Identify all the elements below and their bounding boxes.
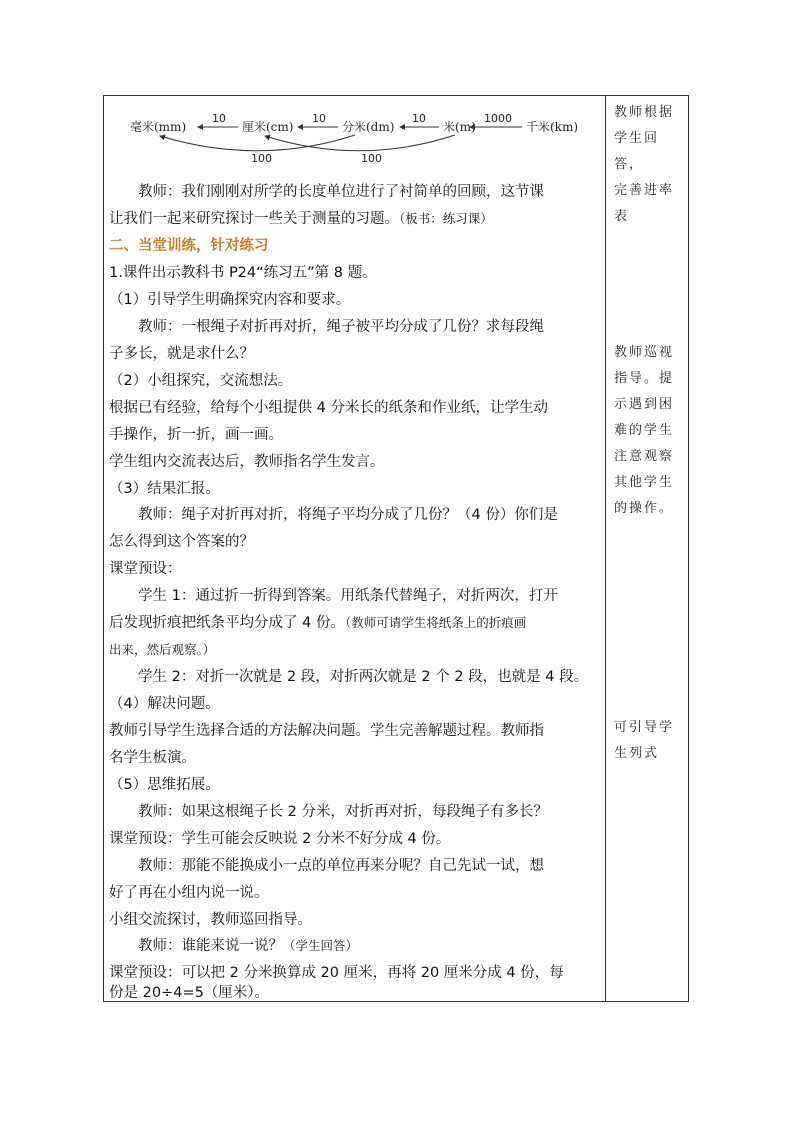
ratio-m-dm: 10	[412, 112, 426, 125]
side-note-line: 表	[614, 209, 630, 224]
text-line: 好了再在小组内说一说。	[109, 885, 269, 901]
text-line: 根据已有经验，给每个小组提供 4 分米长的纸条和作业纸，让学生动	[109, 400, 548, 416]
text-line	[109, 209, 603, 229]
text-span: 后发现折痕把纸条平均分成了 4 份。	[109, 615, 345, 631]
text-line: 课堂预设：学生可能会反映说 2 分米不好分成 4 份。	[109, 831, 451, 847]
side-note-line: 可引导学	[614, 720, 675, 735]
text-line: 教师：我们刚刚对所学的长度单位进行了衬简单的回顾，这节课	[138, 184, 544, 200]
text-line: 小组交流探讨，教师巡回指导。	[109, 912, 312, 928]
text-line: 手操作，折一折，画一画。	[109, 427, 283, 443]
arc-label-2: 100	[361, 152, 382, 164]
side-note-line: 教师根据	[614, 105, 675, 120]
side-note-line: 学生回答，	[614, 131, 660, 172]
side-note-2	[614, 340, 682, 522]
side-note-line: 其他学生	[614, 475, 675, 490]
side-note-1	[614, 100, 682, 230]
text-line: 课堂预设：	[109, 561, 182, 577]
side-note-line: 生列式	[614, 746, 660, 761]
unit-cm: 厘米(cm)	[242, 120, 294, 134]
board-note: （板书：练习课）	[399, 211, 493, 226]
text-line: 怎么得到这个答案的？	[109, 534, 254, 550]
text-line: （1）引导学生明确探究内容和要求。	[109, 292, 351, 308]
unit-m: 米(m)	[443, 120, 476, 134]
text-line: 教师引导学生选择合适的方法解决问题。学生完善解题过程。教师指	[109, 723, 544, 739]
section-heading: 二、当堂训练，针对练习	[109, 238, 269, 254]
student-answer-note: （学生回答）	[283, 938, 359, 953]
text-line: （3）结果汇报。	[109, 481, 220, 497]
text-line: 教师：如果这根绳子长 2 分米，对折再对折，每段绳子有多长？	[138, 804, 548, 820]
text-line: （2）小组探究，交流想法。	[109, 373, 293, 389]
unit-mm: 毫米(mm)	[130, 120, 187, 134]
text-line: 教师：绳子对折再对折，将绳子平均分成了几份？（4 份）你们是	[138, 507, 558, 523]
unit-conversion-diagram	[130, 108, 590, 164]
text-line	[109, 613, 603, 633]
text-line: 教师：那能不能换成小一点的单位再来分呢？自己先试一试，想	[138, 858, 544, 874]
text-line: 子多长，就是求什么？	[109, 346, 254, 362]
text-line: 课堂预设：可以把 2 分米换算成 20 厘米，再将 20 厘米分成 4 份，每	[109, 965, 564, 981]
text-line: （5）思维拓展。	[109, 777, 220, 793]
ratio-cm-mm: 10	[212, 112, 226, 125]
teacher-hint: 出来，然后观察。）	[109, 642, 216, 657]
text-line: 教师：一根绳子对折再对折，绳子被平均分成了几份？求每段绳	[138, 319, 544, 335]
unit-km: 千米(km)	[526, 120, 579, 134]
text-line: （4）解决问题。	[109, 696, 220, 712]
text-span: 教师：谁能来说一说？	[138, 938, 283, 954]
text-line: 名学生板演。	[109, 750, 196, 766]
side-note-3	[614, 715, 682, 767]
text-line	[109, 936, 632, 956]
teacher-hint: （教师可请学生将纸条上的折痕画	[344, 615, 527, 630]
side-note-line: 教师巡视	[614, 345, 675, 360]
text-line: 学生 2：对折一次就是 2 段，对折两次就是 2 个 2 段，也就是 4 段。	[138, 669, 589, 685]
text-line: 1.课件出示教科书 P24“练习五”第 8 题。	[109, 265, 377, 281]
ratio-dm-cm: 10	[312, 112, 326, 125]
text-line: 份是 20÷4=5（厘米）。	[109, 985, 270, 1001]
side-note-line: 的操作。	[614, 501, 675, 516]
arc-label-1: 100	[251, 152, 272, 164]
unit-dm: 分米(dm)	[342, 120, 395, 134]
arc-dm-mm	[160, 135, 355, 151]
text-line: 学生组内交流表达后，教师指名学生发言。	[109, 454, 385, 470]
side-note-line: 指导。提	[614, 371, 675, 386]
side-note-line: 注意观察	[614, 449, 675, 464]
text-line: 学生 1：通过折一折得到答案。用纸条代替绳子，对折两次，打开	[138, 588, 558, 604]
side-note-line: 示遇到困	[614, 397, 675, 412]
text-span: 让我们一起来研究探讨一些关于测量的习题。	[109, 211, 399, 227]
ratio-km-m: 1000	[484, 112, 512, 125]
side-note-line: 难的学生	[614, 423, 675, 438]
side-note-line: 完善进率	[614, 183, 675, 198]
